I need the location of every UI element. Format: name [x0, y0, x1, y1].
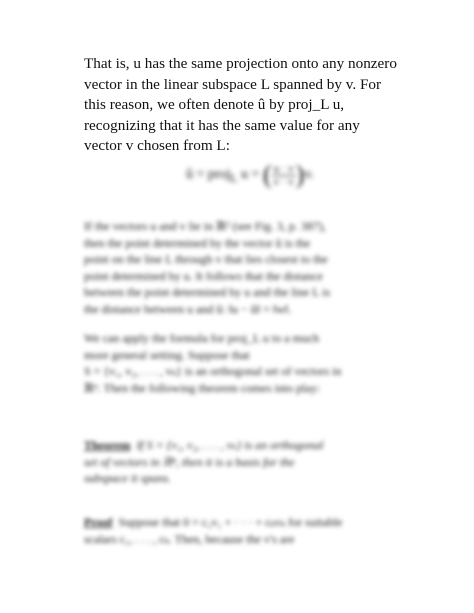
proof-heading: Proof [84, 515, 113, 529]
text-line: S = {v₁, v₂, . . . , vₖ} is an orthogonal set of vectors in [84, 364, 342, 378]
text-line: vector v chosen from L: [84, 137, 230, 154]
proof-text: Suppose that 0 = c₁v₁ + · · · + cₖvₖ for suitable [118, 515, 343, 529]
theorem-text: If S = {v₁, v₂, . . . , vₖ} is an orthogonal [136, 438, 324, 452]
paragraph-distance [84, 218, 414, 317]
text-line: ℝⁿ. Then the following theorem comes into play: [84, 380, 321, 395]
text-line: subspace it spans. [84, 471, 171, 485]
fraction-numerator: u · v [273, 162, 294, 175]
clear-paragraph [84, 54, 414, 157]
text-line: We can apply the formula for proj_L u to a much [84, 331, 320, 345]
text-line [84, 514, 414, 531]
text-line: point determined by u. It follows that the distance [84, 268, 323, 283]
equation-rhs: v. [304, 167, 315, 183]
text-line: scalars c₁, . . . , cₖ. Then, because the v's are [84, 531, 295, 546]
text-line: recognizing that it has the same value for any [84, 116, 360, 134]
text-line: more general setting. Suppose that [84, 347, 250, 362]
text-line: That is, u has the same projection onto any nonzero [84, 55, 397, 72]
proof-block [84, 514, 414, 547]
fraction-denominator: v · v [273, 175, 294, 188]
equation-subscript: L [230, 172, 238, 186]
equation-fraction [272, 163, 296, 188]
equation-lhs: û = proj [185, 167, 231, 183]
text-line: If the vectors u and v lie in ℝ² (see Fig. 3, p. 387), [84, 219, 326, 233]
theorem-heading: Theorem [84, 438, 131, 452]
text-line: between the point determined by u and the line L is [84, 285, 331, 299]
text-line: the distance between u and û: ‖u − û‖ = ‖w‖. [84, 301, 292, 316]
right-paren-icon: ) [295, 160, 305, 189]
theorem-block [84, 437, 414, 487]
text-line: then the point determined by the vector û is the [84, 235, 311, 250]
left-paren-icon: ( [262, 160, 272, 189]
text-line: set of vectors in ℝⁿ, then it is a basis for the [84, 454, 295, 469]
paragraph-general-setting [84, 330, 414, 396]
text-line [84, 437, 414, 454]
projection-equation [150, 160, 350, 190]
text-line: this reason, we often denote û by proj_L u, [84, 96, 345, 113]
text-line: point on the line L through v that lies closest to the [84, 252, 328, 266]
equation-mid: u = [237, 167, 263, 183]
text-line: vector in the linear subspace L spanned by v. For [84, 75, 382, 93]
